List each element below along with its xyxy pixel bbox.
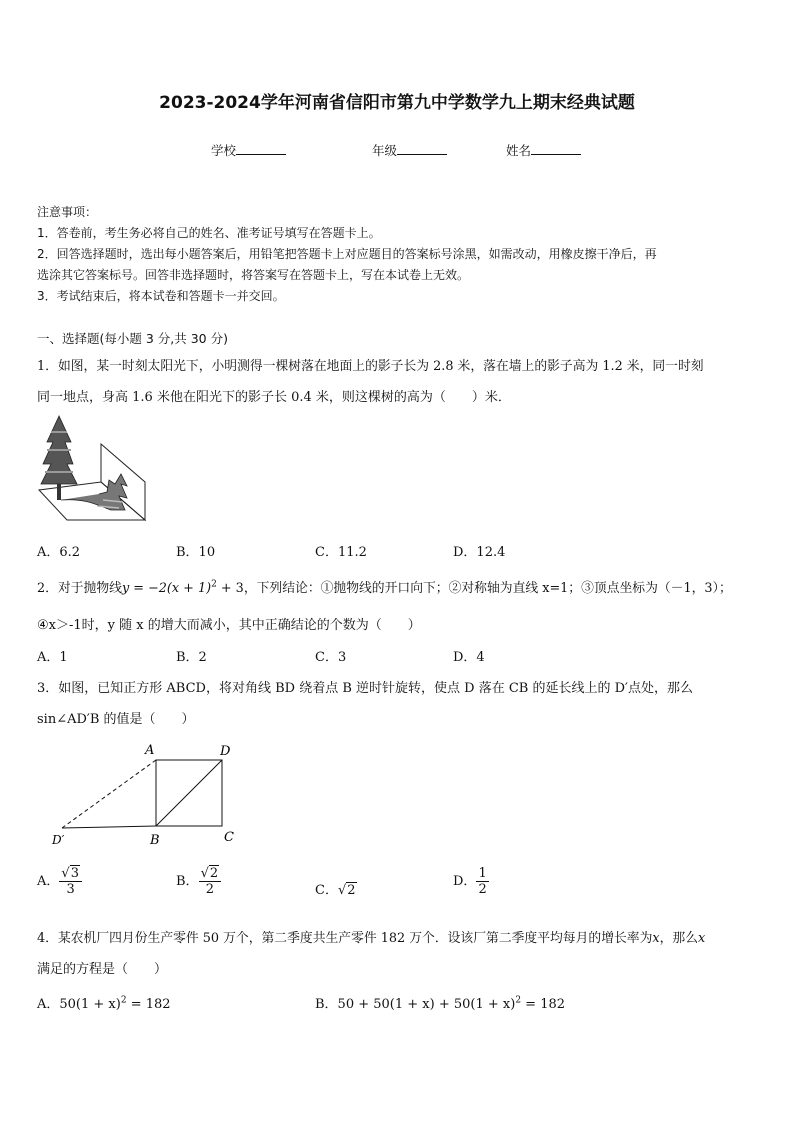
q3-option-d-num: 1 <box>478 866 487 881</box>
grade-label: 年级 <box>372 143 398 158</box>
label-d: D <box>220 744 231 759</box>
q1-option-a[interactable]: A．6.2 <box>37 545 81 560</box>
q3-option-c-letter: C． <box>315 883 338 898</box>
q4-option-b-text: B．50 + 50(1 + x) + 50(1 + x) <box>315 997 516 1012</box>
q3-option-b-letter: B． <box>176 874 199 889</box>
q3-text-2: sin∠AD′B 的值是（ ） <box>37 712 195 727</box>
name-label: 姓名 <box>506 143 532 158</box>
notice-item: 选涂其它答案标号。回答非选择题时，将答案写在答题卡上，写在本试卷上无效。 <box>37 268 470 282</box>
q4-var: x <box>652 931 660 946</box>
q3-option-a-num: 3 <box>70 866 79 881</box>
label-c: C <box>224 830 234 845</box>
q2-exponent: 2 <box>211 579 217 590</box>
notice-item: 2．回答选择题时，选出每小题答案后，用铅笔把答题卡上对应题目的答案标号涂黑，如需改动，用橡皮擦干净后，再 <box>37 247 657 261</box>
q1-text-2: 同一地点，身高 1.6 米他在阳光下的影子长 0.4 米，则这棵树的高为（ ）米． <box>37 390 511 405</box>
section-heading: 一、选择题(每小题 3 分,共 30 分) <box>37 331 228 346</box>
q3-option-d-letter: D． <box>453 874 477 889</box>
q3-option-c[interactable]: C．√2 <box>315 883 356 898</box>
q4-option-a-text: A．50(1 + x) <box>37 997 121 1012</box>
q3-option-c-rad: 2 <box>347 883 356 898</box>
page-title: 2023-2024学年河南省信阳市第九中学数学九上期末经典试题 <box>159 93 635 113</box>
q4-text <box>37 927 705 946</box>
q4-option-b-tail: = 182 <box>521 997 566 1012</box>
q2-prefix: 2．对于抛物线 <box>37 581 122 596</box>
q4-text-2: 满足的方程是（ ） <box>37 962 168 977</box>
q2-equation-tail: + 3 <box>216 581 244 596</box>
q4-option-a-tail: = 182 <box>126 997 171 1012</box>
label-d-prime: D′ <box>52 833 65 847</box>
q3-option-b-den: 2 <box>205 882 214 897</box>
q2-option-b[interactable]: B．2 <box>176 650 207 665</box>
school-field[interactable] <box>211 141 286 159</box>
q4-var-2: x <box>698 931 706 946</box>
q3-option-d-den: 2 <box>478 882 487 897</box>
q3-option-b[interactable]: B． $\frac{√2}{2}$ <box>176 866 221 897</box>
q4-option-b-exp: 2 <box>515 995 522 1006</box>
name-field[interactable] <box>506 141 581 159</box>
q2-equation: y = −2(x + 1) <box>121 581 212 596</box>
q3-option-d[interactable] <box>453 866 489 897</box>
q2-text <box>37 577 732 596</box>
q3-option-a-den: 3 <box>66 882 75 897</box>
q4-option-b[interactable] <box>315 993 565 1012</box>
school-label: 学校 <box>211 143 237 158</box>
notice-item: 3．考试结束后，将本试卷和答题卡一并交回。 <box>37 289 285 303</box>
q2-suffix: ，下列结论：①抛物线的开口向下；②对称轴为直线 x=1；③顶点坐标为（－1，3）； <box>243 581 732 596</box>
q3-option-a[interactable]: A． $\frac{√3}{3}$ <box>37 866 82 897</box>
notice-heading: 注意事项： <box>37 205 98 219</box>
q4-text-a: 4．某农机厂四月份生产零件 50 万个，第二季度共生产零件 182 万个．设该厂第二季度平均每月的增长率为 <box>37 931 653 946</box>
q1-option-d[interactable]: D．12.4 <box>453 545 506 560</box>
q4-option-a[interactable] <box>37 993 171 1012</box>
q3-option-b-num: 2 <box>209 866 219 881</box>
q1-option-b[interactable]: B．10 <box>176 545 216 560</box>
q3-option-a-letter: A． <box>37 874 60 889</box>
q4-text-b: ，那么 <box>659 931 698 946</box>
grade-field[interactable] <box>372 141 447 159</box>
q2-option-d[interactable]: D．4 <box>453 650 485 665</box>
q4-option-a-exp: 2 <box>120 995 127 1006</box>
label-b: B <box>150 833 160 848</box>
q1-text: 1．如图，某一时刻太阳光下，小明测得一棵树落在地面上的影子长为 2.8 米，落在墙上的影子高为 1.2 米，同一时刻 <box>37 359 704 374</box>
q2-option-a[interactable]: A．1 <box>37 650 68 665</box>
q2-text-2: ④x＞-1时，y 随 x 的增大而减小，其中正确结论的个数为（ ） <box>37 618 421 633</box>
notice-item: 1．答卷前，考生务必将自己的姓名、准考证号填写在答题卡上。 <box>37 226 381 240</box>
q3-text: 3．如图，已知正方形 ABCD，将对角线 BD 绕着点 B 逆时针旋转，使点 D 落在 CB 的延长线上的 D′点处，那么 <box>37 681 693 696</box>
q1-option-c[interactable]: C．11.2 <box>315 545 367 560</box>
q2-option-c[interactable]: C．3 <box>315 650 347 665</box>
label-a: A <box>145 743 155 758</box>
tree-shadow-figure <box>37 412 149 524</box>
square-rotation-figure <box>44 738 244 850</box>
